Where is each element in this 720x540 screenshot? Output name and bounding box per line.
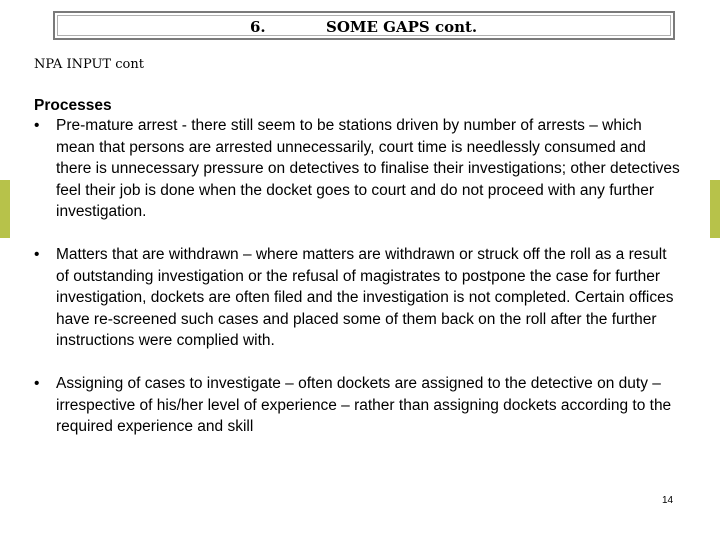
bullet-dot-icon: • <box>34 246 40 263</box>
left-accent-bar <box>0 180 10 238</box>
bullet-dot-icon: • <box>34 117 40 134</box>
section-heading: Processes <box>34 97 112 114</box>
bullet-list <box>34 115 682 438</box>
right-accent-bar <box>710 180 720 238</box>
bullet-item-case-assignment <box>34 373 682 438</box>
slide-content <box>34 96 682 438</box>
bullet-item-withdrawn-matters <box>34 244 682 352</box>
title-number: 6. <box>250 18 266 36</box>
slide-title: SOME GAPS cont. <box>326 18 478 36</box>
bullet-text: Pre-mature arrest - there still seem to be stations driven by number of arrests – which mean that persons are arrested unnecessarily, court time is needlessly consumed and there is unnecessary pressure on detectives to finalise their investigations; other detectives feel their job is done when the docket goes to court and do not proceed with any further investigation. <box>56 117 680 220</box>
bullet-text: Assigning of cases to investigate – often dockets are assigned to the detective on duty – irrespective of his/her level of experience – rather than assigning dockets according to the required experience and skill <box>56 375 672 435</box>
page-number: 14 <box>662 495 674 506</box>
bullet-dot-icon: • <box>34 375 40 392</box>
bullet-text: Matters that are withdrawn – where matters are withdrawn or struck off the roll as a result of outstanding investigation or the refusal of magistrates to postpone the case for further investigation, dockets are often filed and the investigation is not completed. Certain offices have re-screened such cases and placed some of them back on the roll after the further instructions were complied with. <box>56 246 674 349</box>
bullet-item-premature-arrest <box>34 115 682 223</box>
slide-subtitle: NPA INPUT cont <box>34 57 144 72</box>
slide-title-box <box>53 11 675 40</box>
